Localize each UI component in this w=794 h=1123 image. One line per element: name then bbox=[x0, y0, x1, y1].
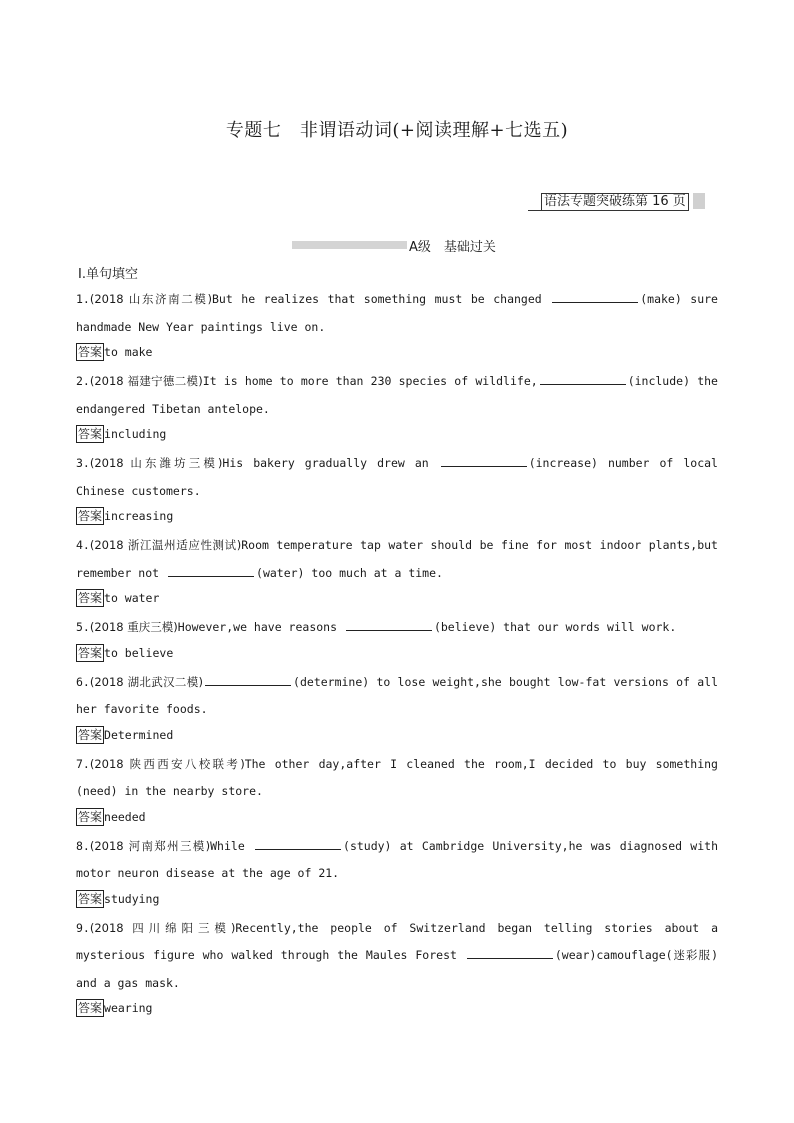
question-text bbox=[76, 915, 718, 998]
question-source: (2018 福建宁德二模) bbox=[89, 374, 203, 388]
answer-tag: 答案 bbox=[78, 809, 103, 824]
level-bar-decoration bbox=[292, 241, 407, 249]
answer-text: to believe bbox=[104, 645, 174, 660]
question-text bbox=[76, 614, 718, 642]
question-source: (2018 湖北武汉二模) bbox=[89, 674, 204, 689]
question-stem-after: (believe) that our words will work. bbox=[433, 620, 677, 634]
level-label: A级 基础过关 bbox=[409, 239, 496, 255]
answer-row bbox=[76, 643, 718, 663]
question-text bbox=[76, 669, 718, 724]
answer-text: to water bbox=[104, 591, 160, 605]
question-stem-before: But he realizes that something must be changed bbox=[211, 292, 551, 306]
question-item bbox=[76, 450, 718, 526]
answer-text: Determined bbox=[104, 727, 174, 742]
question-source: (2018 四川绵阳三模) bbox=[89, 920, 236, 935]
question-stem-before: However,we have reasons bbox=[177, 620, 344, 634]
practice-reference bbox=[528, 193, 705, 211]
answer-text: studying bbox=[104, 891, 160, 906]
question-item bbox=[76, 915, 718, 1019]
question-item bbox=[76, 833, 718, 909]
answer-tag: 答案 bbox=[78, 727, 103, 742]
answer-blank bbox=[540, 372, 626, 385]
answer-row bbox=[76, 998, 718, 1018]
question-stem-after: (wear)camouflage(迷彩服) and a gas mask. bbox=[76, 948, 718, 990]
question-number: 5. bbox=[76, 620, 90, 634]
question-stem-after: (determine) to lose weight,she bought low-fat versions of all her favorite foods. bbox=[76, 674, 718, 716]
question-item bbox=[76, 669, 718, 745]
question-stem-after: (make) sure handmade New Year paintings live on. bbox=[76, 292, 718, 334]
answer-text: to make bbox=[104, 345, 153, 359]
question-number: 9. bbox=[76, 920, 90, 935]
answer-row bbox=[76, 506, 718, 526]
answer-blank bbox=[346, 618, 432, 631]
level-heading bbox=[292, 236, 496, 254]
answer-blank bbox=[255, 837, 341, 850]
question-source: (2018 河南郑州三模) bbox=[89, 838, 211, 853]
answer-tag: 答案 bbox=[78, 345, 103, 359]
question-number: 1. bbox=[76, 292, 90, 306]
answer-blank bbox=[205, 673, 291, 686]
question-number: 7. bbox=[76, 756, 90, 771]
answer-row bbox=[76, 424, 718, 444]
answer-text: needed bbox=[104, 809, 146, 824]
question-source: (2018 重庆三模) bbox=[89, 620, 178, 634]
question-item bbox=[76, 614, 718, 663]
question-stem-after: (water) too much at a time. bbox=[256, 565, 443, 580]
underline-lead bbox=[528, 193, 541, 211]
question-number: 2. bbox=[76, 374, 90, 388]
question-stem-before: The other day,after I cleaned the room,I decided to buy something (need) in the nearby store. bbox=[76, 756, 718, 798]
question-item bbox=[76, 532, 718, 608]
answer-row bbox=[76, 725, 718, 745]
question-list bbox=[76, 286, 718, 1024]
page-title: 专题七 非谓语动词(+阅读理解+七选五) bbox=[225, 120, 569, 141]
answer-tag: 答案 bbox=[78, 645, 103, 660]
answer-tag: 答案 bbox=[78, 891, 103, 906]
question-source: (2018 浙江温州适应性测试) bbox=[89, 538, 242, 552]
answer-tag: 答案 bbox=[78, 427, 103, 441]
question-text bbox=[76, 368, 718, 423]
question-stem-before: Room temperature tap water should be fine for most indoor plants,but remember not bbox=[76, 538, 718, 580]
question-stem-after: (increase) number of local Chinese customers. bbox=[76, 456, 718, 498]
answer-row bbox=[76, 342, 718, 362]
question-stem-before: While bbox=[210, 838, 254, 853]
question-source: (2018 陕西西安八校联考) bbox=[89, 756, 245, 771]
question-stem-before: Recently,the people of Switzerland began telling stories about a mysterious figure who walked through the Maules Forest bbox=[76, 920, 719, 962]
question-text bbox=[76, 450, 718, 505]
answer-row bbox=[76, 588, 718, 608]
question-text bbox=[76, 286, 718, 341]
question-text bbox=[76, 751, 718, 806]
answer-blank bbox=[552, 290, 638, 303]
question-stem-before: His bakery gradually drew an bbox=[222, 456, 439, 470]
practice-reference-label: 语法专题突破练第 16 页 bbox=[541, 193, 689, 211]
question-text bbox=[76, 833, 718, 888]
question-item bbox=[76, 368, 718, 444]
question-source: (2018 山东济南二模) bbox=[89, 292, 212, 306]
question-item bbox=[76, 286, 718, 362]
answer-text: increasing bbox=[104, 509, 174, 523]
question-number: 4. bbox=[76, 538, 90, 552]
answer-tag: 答案 bbox=[78, 1001, 103, 1015]
question-stem-before: It is home to more than 230 species of wildlife, bbox=[202, 374, 538, 388]
answer-text: wearing bbox=[104, 1001, 153, 1015]
question-number: 6. bbox=[76, 674, 90, 689]
question-item bbox=[76, 751, 718, 827]
answer-row bbox=[76, 807, 718, 827]
question-text bbox=[76, 532, 718, 587]
question-number: 3. bbox=[76, 456, 90, 470]
answer-tag: 答案 bbox=[78, 509, 103, 523]
answer-row bbox=[76, 889, 718, 909]
question-source: (2018 山东潍坊三模) bbox=[89, 456, 223, 470]
answer-text: including bbox=[104, 427, 167, 441]
question-stem-after: (study) at Cambridge University,he was diagnosed with motor neuron disease at the age of 21. bbox=[76, 838, 718, 880]
answer-tag: 答案 bbox=[78, 591, 103, 605]
section-heading: Ⅰ.单句填空 bbox=[78, 267, 138, 282]
question-number: 8. bbox=[76, 838, 90, 853]
answer-blank bbox=[467, 946, 553, 959]
question-stem-after: (include) the endangered Tibetan antelope. bbox=[76, 374, 718, 416]
shaded-block bbox=[693, 193, 705, 209]
answer-blank bbox=[168, 564, 254, 577]
answer-blank bbox=[441, 454, 527, 467]
